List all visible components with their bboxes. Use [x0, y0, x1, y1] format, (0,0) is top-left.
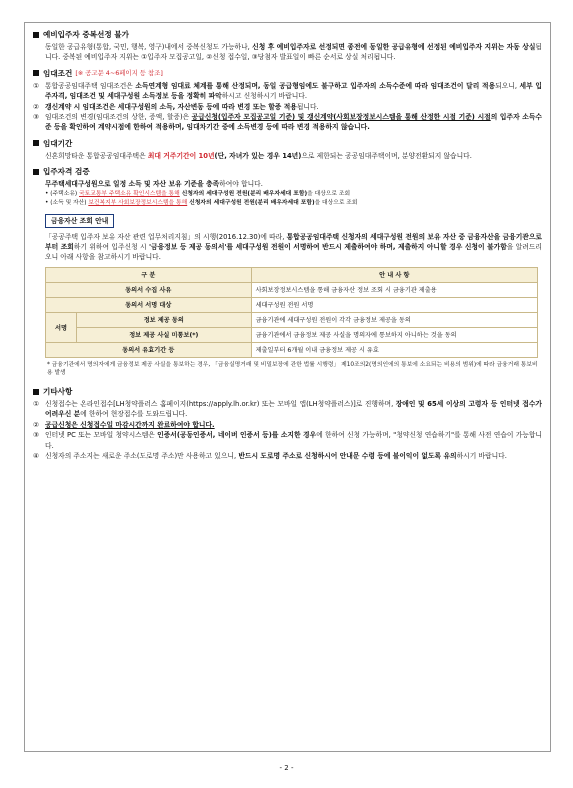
- text-bold: 의 입주자 소득수준 등을 확인하여 계약시점에 한하여 적용하며, 임대차기간 중에 소득변경 등에 따라 변경 적용하지 않습니다.: [45, 113, 542, 132]
- financial-asset-paragraph: [45, 232, 542, 263]
- item-text: [45, 102, 542, 112]
- text: 임대조건의 변경(임대조건의 상한, 증액, 할증)은: [45, 113, 192, 122]
- list-item: [33, 81, 542, 102]
- list-item: [33, 420, 542, 430]
- text: 됩니다. 중복된 예비입주자 지위는 ①입주자 모집공고일, ②신청 접수일, ③당첨자 발표일이 빠른 순서로 상실 처리됩니다.: [45, 43, 542, 62]
- section-heading-misc: [33, 386, 542, 397]
- text: • (주택소유): [45, 190, 80, 197]
- item-text-bold-underline: 공급신청은 신청접수일 마감시간까지 완료하여야 합니다.: [45, 420, 215, 429]
- text: 을 알려드리오니 아래 사항을 참고하시기 바랍니다.: [45, 243, 542, 262]
- text: 인터넷 PC 또는 모바일 청약시스템은: [45, 431, 158, 440]
- text: 하여야 합니다.: [219, 180, 263, 189]
- text: 으로 제한되는 공공임대주택이며, 분양전환되지 않습니다.: [301, 151, 472, 160]
- text-bold: 무주택세대구성원으로 일정 소득 및 자산 보유 기준을 충족: [45, 180, 220, 189]
- item-number: ②: [33, 102, 40, 111]
- square-bullet-icon: [33, 70, 39, 76]
- table-footnote: * 금융기관에서 명의자에게 금융정보 제공 사실을 통보하는 경우, 「금융실명거래 및 비밀보장에 관한 법률 시행령」 제10조의2(명의인에의 통보에 소요되는 비용의 범위)에 따라 금융거래 통보비용 발생: [47, 361, 538, 377]
- item-text: [45, 81, 542, 102]
- text: 하시고 신청하시기 바랍니다.: [221, 92, 308, 101]
- row-label: 동의서 서명 대상: [46, 297, 252, 312]
- item-text: [45, 451, 542, 461]
- table-header-row: [46, 267, 538, 282]
- item-text: [45, 430, 542, 451]
- row-value: 제출일부터 6개월 이내 금융정보 제공 시 유효: [251, 342, 537, 357]
- page-number: - 2 -: [279, 764, 294, 772]
- row-value: 세대구성원 전원 서명: [251, 297, 537, 312]
- text-bold: 신청자의 세대구성원 전원(분리 배우자세대 포함): [187, 199, 315, 206]
- text-bold: (단, 자녀가 있는 경우 14년): [214, 151, 302, 160]
- text: 신청자의 주소지는 새로운 주소(도로명 주소)만 사용하고 있으니,: [45, 452, 239, 461]
- table-row: [46, 297, 538, 312]
- misc-list: [33, 399, 542, 461]
- financial-asset-box-title: 금융자산 조회 안내: [45, 214, 114, 228]
- row-label: 동의서 유효기간 등: [46, 342, 252, 357]
- row-label: 정보 제공 동의: [77, 312, 252, 327]
- square-bullet-icon: [33, 140, 39, 146]
- item-number: ②: [33, 420, 40, 429]
- text: • (소득 및 자산): [45, 199, 89, 206]
- text-bold: '금융정보 등 제공 동의서'를 세대구성원 전원이 서명하여 반드시 제출하여야 하며, 제출하지 아니할 경우 신청이 불가함: [148, 243, 507, 252]
- social-security-system-link[interactable]: 보건복지부 사회보장정보시스템을 통해: [88, 199, 188, 206]
- row-value: 금융기관에서 금융정보 제공 사실을 명의자에 통보하지 아니하는 것을 동의: [251, 327, 537, 342]
- text: 신혼희망타운 통합공공임대주택은: [45, 151, 148, 160]
- section-heading-rent-conditions: [33, 68, 542, 79]
- section-title: 예비입주자 중복선정 불가: [43, 30, 129, 39]
- text: 됩니다.: [296, 102, 319, 111]
- list-item: [33, 451, 542, 461]
- text-highlight: 최대 거주기간이 10년: [147, 151, 215, 160]
- list-item: [33, 112, 542, 133]
- row-group-label: 서명: [46, 312, 77, 342]
- text-bold: 인증서(공동인증서, 네이버 인증서 등)를 소지한 경우: [157, 431, 317, 440]
- row-label: 동의서 수집 사유: [46, 282, 252, 297]
- item-number: ④: [33, 452, 40, 461]
- text-bold: 신청자의 세대구성원 전원(분리 배우자세대 포함): [179, 190, 308, 197]
- list-item: [33, 102, 542, 112]
- item-number: ①: [33, 81, 40, 90]
- text-bold: 신청 후 예비입주자로 선정되면 종전에 동일한 공급유형에 선정된 예비입주자 지위는 자동 상실: [252, 43, 536, 51]
- text: 에 한하여 현장접수를 도와드립니다.: [80, 410, 188, 419]
- section-title: 입주자격 검증: [43, 167, 90, 177]
- text: 하기 위하여 입주신청 시: [73, 243, 149, 252]
- text: 「공공주택 입주자 보유 자산 관련 업무처리지침」의 시행(2016.12.30)에 따라,: [45, 232, 287, 241]
- item-text: [45, 112, 542, 133]
- row-value: 사회보장정보시스템을 통해 금융자산 정보 조회 시 금융기관 제출용: [251, 282, 537, 297]
- square-bullet-icon: [33, 389, 39, 395]
- eligibility-item-income: [45, 199, 542, 208]
- section-title: 임대조건: [43, 68, 73, 78]
- text: 하시기 바랍니다.: [456, 452, 507, 461]
- table-row: [46, 312, 538, 327]
- square-bullet-icon: [33, 169, 39, 175]
- row-value: 금융기관에 세대구성원 전원이 각각 금융정보 제공을 동의: [251, 312, 537, 327]
- section-title: 기타사항: [43, 387, 73, 397]
- row-label: 정보 제공 사실 미통보(*): [77, 327, 252, 342]
- column-header-category: 구 분: [46, 267, 252, 282]
- document-page: [24, 22, 551, 752]
- text: 에 한하여 신청 가능하며, "청약신청 연습하기"를 통해 사전 연습이 가능합니다.: [45, 431, 542, 450]
- text-bold: 반드시 도로명 주소로 신청하시어 안내문 수령 등에 불이익이 없도록 유의: [238, 452, 457, 461]
- text: 통합공공임대주택 임대조건은: [45, 81, 136, 90]
- text: 동일한 공급유형(통합, 국민, 행복, 영구)내에서 중복신청도 가능하나,: [45, 43, 253, 51]
- rent-conditions-list: [33, 81, 542, 133]
- section-heading-lease-period: [33, 138, 542, 149]
- table-row: [46, 282, 538, 297]
- list-item: [33, 430, 542, 451]
- lease-period-paragraph: [45, 151, 542, 161]
- section-heading-waitlist: [33, 29, 542, 40]
- list-item: [33, 399, 542, 420]
- text-bold: 통합공공임대주택 신청자의 세대구성원 전원의 보유 자산 중 금융자산을 금융기관으로부터 조회: [45, 232, 542, 252]
- table-row: [46, 327, 538, 342]
- item-number: ③: [33, 431, 40, 440]
- waitlist-paragraph: [45, 42, 542, 63]
- text: 을 대상으로 조회: [314, 199, 358, 206]
- text-bold: 장애인 및 65세 이상의 고령자 등 인터넷 접수가 어려우신 분: [45, 400, 542, 419]
- consent-table: [45, 267, 538, 358]
- section-title: 임대기간: [43, 138, 73, 148]
- item-number: ③: [33, 113, 40, 122]
- text-bold: 소득연계형 임대료 체계를 통해 산정되며, 동일 공급형임에도 불구하고 입주자의 소득수준에 따라 임대조건이 달리 적용: [135, 81, 496, 90]
- text-bold: 갱신계약 시 임대조건은 세대구성원의 소득, 자산변동 등에 따라 변경 또는 할증 적용: [45, 102, 297, 111]
- column-header-guide: 안 내 사 항: [251, 267, 537, 282]
- square-bullet-icon: [33, 32, 39, 38]
- eligibility-lead: [45, 179, 542, 189]
- text: 되오니,: [495, 81, 520, 90]
- table-row: [46, 342, 538, 357]
- item-text: [45, 399, 542, 420]
- text: 을 대상으로 조회: [307, 190, 351, 197]
- text: 신청접수는 온라인접수[LH청약플러스 홈페이지(https://apply.lh.or.kr) 또는 모바일 앱(LH청약플러스)]로 진행하며,: [45, 400, 396, 409]
- text-bold-underline: 공급신청(입주자 모집공고일 기준) 및 갱신계약(사회보장정보시스템을 통해 산정한 시점 기준) 시점: [191, 113, 491, 122]
- section-heading-eligibility: [33, 166, 542, 177]
- text-bold: 세부 입주자격, 임대조건 및 세대구성원 소득정보 등을 정확히 파악: [45, 81, 542, 101]
- housing-system-link[interactable]: 국토교통부 주택소유 확인시스템을 통해: [79, 190, 180, 197]
- reference-note: [※ 공고문 4~6페이지 등 참조]: [75, 68, 163, 77]
- eligibility-item-housing: [45, 190, 542, 199]
- item-number: ①: [33, 400, 40, 409]
